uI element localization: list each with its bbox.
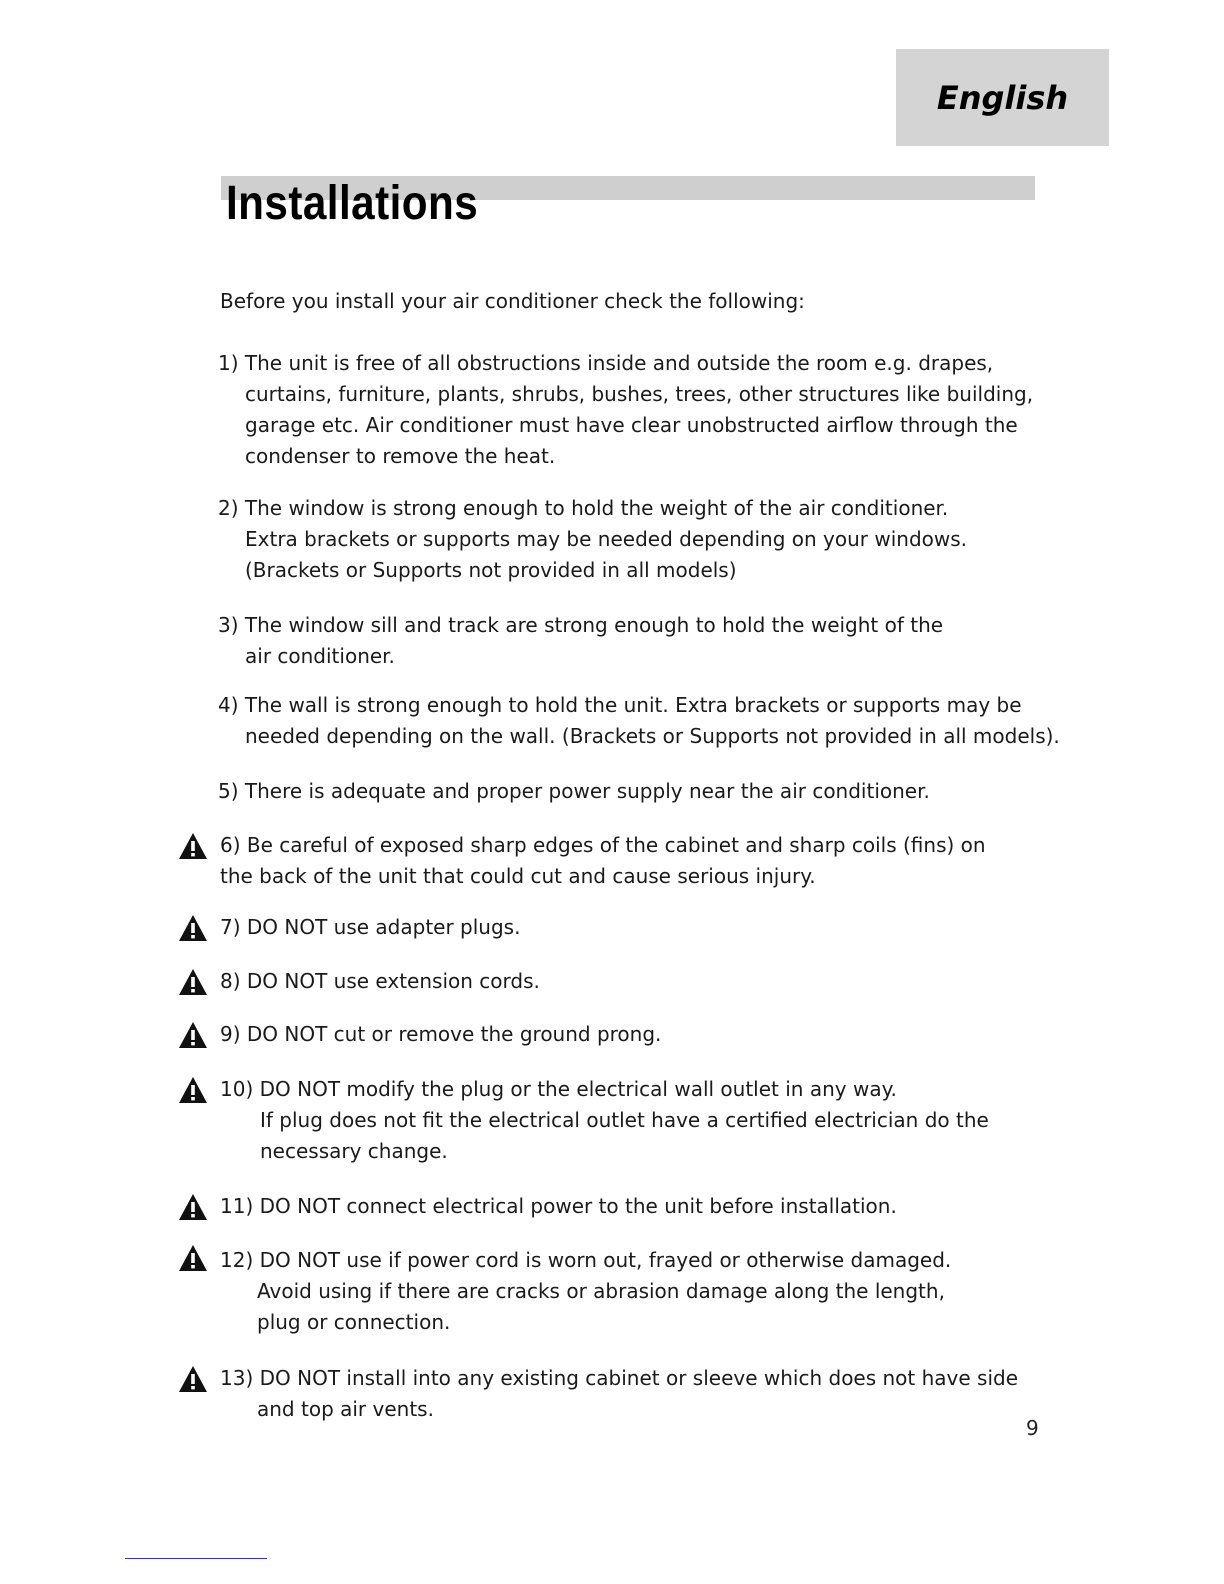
list-item-5 — [218, 776, 930, 807]
item-line: curtains, furniture, plants, shrubs, bushes, trees, other structures like building, — [245, 382, 1034, 406]
language-label: English — [936, 78, 1069, 117]
footer-rule — [125, 1558, 267, 1559]
item-line: 10) DO NOT modify the plug or the electrical wall outlet in any way. — [220, 1077, 897, 1101]
list-item-4 — [218, 690, 1060, 752]
item-line: 3) The window sill and track are strong enough to hold the weight of the — [218, 613, 944, 637]
warning-icon — [178, 1244, 208, 1272]
item-line: condenser to remove the heat. — [245, 444, 556, 468]
intro-text: Before you install your air conditioner check the following: — [220, 289, 805, 313]
item-line: 13) DO NOT install into any existing cabinet or sleeve which does not have side — [220, 1366, 1019, 1390]
warning-icon — [178, 1021, 208, 1049]
list-item-8 — [220, 966, 540, 997]
item-line: and top air vents. — [257, 1397, 434, 1421]
page-title: Installations — [226, 177, 479, 230]
list-item-6 — [220, 830, 986, 892]
language-tab — [896, 49, 1109, 146]
item-line: 11) DO NOT connect electrical power to the unit before installation. — [220, 1194, 897, 1218]
item-line: 6) Be careful of exposed sharp edges of the cabinet and sharp coils (fins) on — [220, 833, 986, 857]
item-line: needed depending on the wall. (Brackets or Supports not provided in all models). — [245, 724, 1060, 748]
list-item-1 — [218, 348, 1033, 472]
item-line: (Brackets or Supports not provided in all models) — [245, 558, 737, 582]
item-line: plug or connection. — [257, 1310, 451, 1334]
item-line: 7) DO NOT use adapter plugs. — [220, 915, 521, 939]
item-line: necessary change. — [260, 1139, 448, 1163]
warning-icon — [178, 1193, 208, 1221]
item-line: 2) The window is strong enough to hold the weight of the air conditioner. — [218, 496, 949, 520]
item-line: 9) DO NOT cut or remove the ground prong. — [220, 1022, 662, 1046]
warning-icon — [178, 968, 208, 996]
list-item-3 — [218, 610, 943, 672]
item-line: air conditioner. — [245, 644, 395, 668]
item-line: 5) There is adequate and proper power supply near the air conditioner. — [218, 779, 930, 803]
item-line: the back of the unit that could cut and cause serious injury. — [220, 864, 816, 888]
list-item-12 — [220, 1245, 951, 1338]
item-line: If plug does not fit the electrical outlet have a certified electrician do the — [260, 1108, 989, 1132]
list-item-10 — [220, 1074, 989, 1167]
item-line: Extra brackets or supports may be needed depending on your windows. — [245, 527, 968, 551]
item-line: garage etc. Air conditioner must have clear unobstructed airflow through the — [245, 413, 1018, 437]
item-line: Avoid using if there are cracks or abrasion damage along the length, — [257, 1279, 945, 1303]
item-line: 12) DO NOT use if power cord is worn out, frayed or otherwise damaged. — [220, 1248, 952, 1272]
list-item-9 — [220, 1019, 661, 1050]
list-item-2 — [218, 493, 967, 586]
item-line: 8) DO NOT use extension cords. — [220, 969, 540, 993]
page-number: 9 — [1026, 1416, 1039, 1440]
list-item-7 — [220, 912, 520, 943]
warning-icon — [178, 832, 208, 860]
item-line: 1) The unit is free of all obstructions inside and outside the room e.g. drapes, — [218, 351, 994, 375]
item-line: 4) The wall is strong enough to hold the unit. Extra brackets or supports may be — [218, 693, 1022, 717]
list-item-11 — [220, 1191, 897, 1222]
list-item-13 — [220, 1363, 1018, 1425]
warning-icon — [178, 1365, 208, 1393]
warning-icon — [178, 914, 208, 942]
warning-icon — [178, 1076, 208, 1104]
